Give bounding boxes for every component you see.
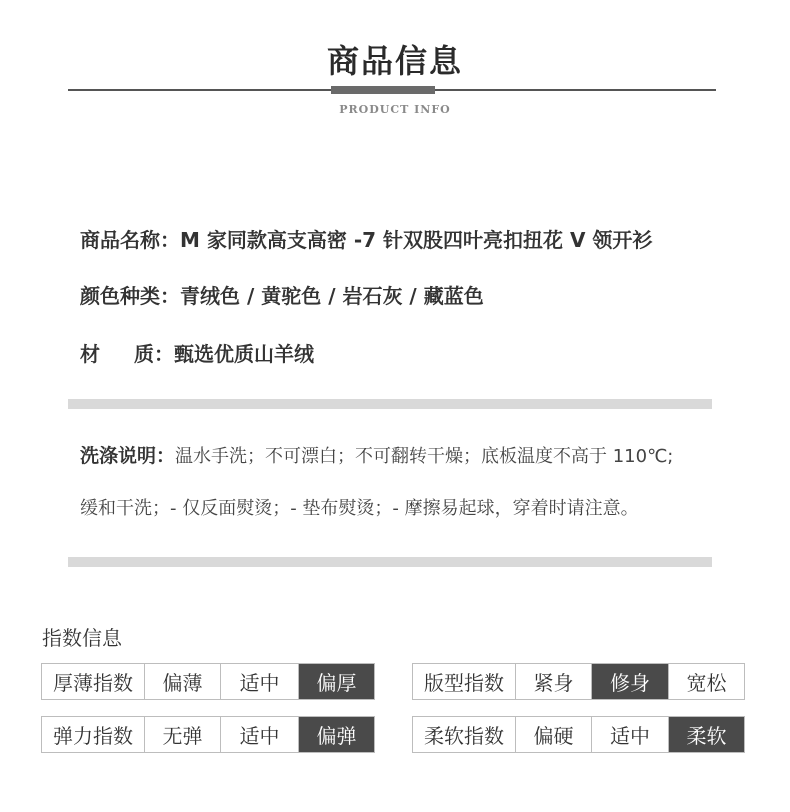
section-separator: [68, 399, 712, 409]
material-value: 甄选优质山羊绒: [174, 342, 314, 366]
index-option: 适中: [220, 717, 298, 752]
index-thickness: [41, 663, 375, 700]
index-option: 宽松: [668, 664, 744, 699]
index-option: 适中: [220, 664, 298, 699]
index-option: 适中: [591, 717, 668, 752]
index-option-selected: 修身: [591, 664, 668, 699]
index-label: 弹力指数: [53, 724, 133, 748]
index-label: 柔软指数: [424, 724, 504, 748]
info-row-name: [80, 224, 652, 253]
index-option: 紧身: [515, 664, 591, 699]
info-row-color: [80, 280, 484, 309]
index-option-selected: 偏厚: [298, 664, 374, 699]
page-subtitle: PRODUCT INFO: [339, 103, 451, 116]
index-option: 偏硬: [515, 717, 591, 752]
index-label: 版型指数: [424, 671, 504, 695]
material-label-b: 质：: [134, 342, 174, 366]
index-option-selected: 柔软: [668, 717, 744, 752]
care-text-1: 温水手洗；不可漂白；不可翻转干燥；底板温度不高于 110℃;: [175, 446, 674, 467]
title-accent-bar: [331, 86, 435, 94]
index-fit: [412, 663, 745, 700]
index-title: 指数信息: [42, 626, 122, 650]
info-row-material: [80, 338, 314, 367]
color-label: 颜色种类：: [80, 284, 180, 308]
care-line-1: [80, 441, 673, 468]
name-label: 商品名称：: [80, 228, 180, 252]
index-label: 厚薄指数: [53, 671, 133, 695]
index-softness: [412, 716, 745, 753]
care-text-2: 缓和干洗；- 仅反面熨烫；- 垫布熨烫；- 摩擦易起球，穿着时请注意。: [80, 498, 639, 519]
section-separator: [68, 557, 712, 567]
index-elasticity: [41, 716, 375, 753]
index-option: 无弹: [144, 717, 220, 752]
name-value: M 家同款高支高密 -7 针双股四叶亮扣扭花 V 领开衫: [180, 228, 653, 252]
care-line-2: [80, 494, 639, 520]
care-label: 洗涤说明：: [80, 445, 176, 467]
index-option-selected: 偏弹: [298, 717, 374, 752]
material-label-a: 材: [80, 342, 100, 366]
page-title: 商品信息: [326, 42, 463, 80]
color-value: 青绒色 / 黄驼色 / 岩石灰 / 藏蓝色: [180, 284, 484, 308]
index-option: 偏薄: [144, 664, 220, 699]
